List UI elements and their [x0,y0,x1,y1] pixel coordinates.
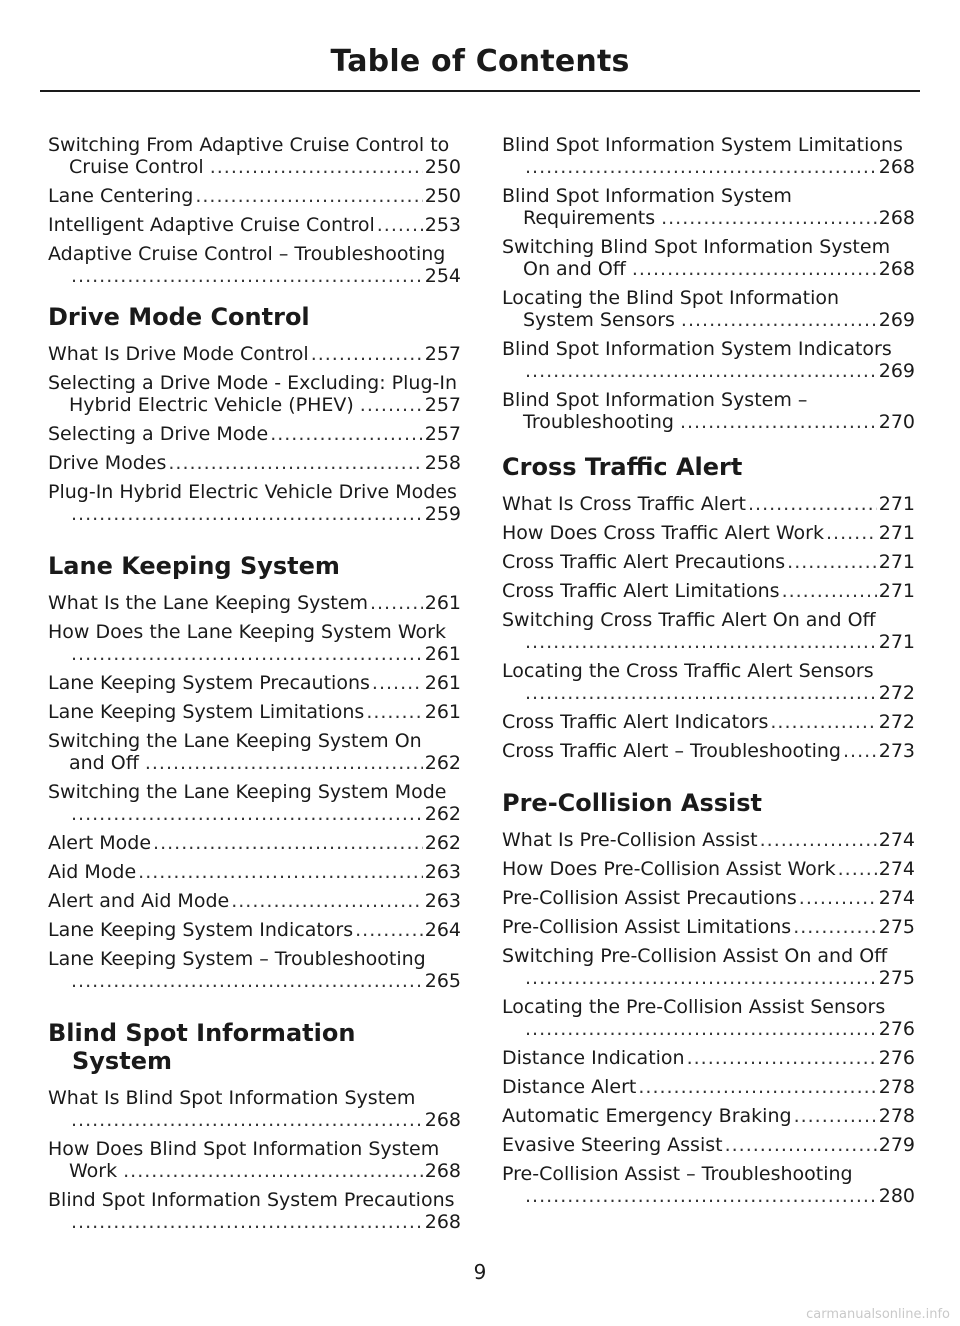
toc-entry[interactable] [48,423,461,445]
toc-entry-title: Lane Centering [48,185,194,207]
toc-entry[interactable] [48,134,461,178]
dot-leader [525,631,877,653]
dot-leader [370,592,423,614]
toc-entry-title: Lane Keeping System Indicators [48,919,354,941]
page-number: 9 [473,1260,487,1284]
toc-entry[interactable] [502,287,915,331]
dot-leader [195,185,422,207]
toc-entry[interactable] [502,522,915,544]
dot-leader [782,580,877,602]
toc-entry[interactable] [502,1134,915,1156]
section-heading: Pre-Collision Assist [502,789,763,817]
toc-group [48,343,461,525]
toc-entry[interactable] [502,829,915,851]
dot-leader [793,916,877,938]
toc-entry-title: Locating the Cross Traffic Alert Sensors [502,660,874,682]
toc-entry-title: Blind Spot Information System Limitations [502,134,903,156]
toc-entry-page: 268 [878,156,915,178]
toc-entry[interactable] [48,343,461,365]
dot-leader [794,1105,877,1127]
toc-entry[interactable] [502,996,915,1040]
toc-entry[interactable] [48,1087,461,1131]
dot-leader [71,970,423,992]
toc-entry-page: 259 [424,503,461,525]
toc-entry[interactable] [502,389,915,433]
toc-entry-title: How Does Pre-Collision Assist Work [502,858,836,880]
toc-entry[interactable] [502,236,915,280]
toc-entry-page: 272 [878,711,915,733]
toc-entry[interactable] [502,660,915,704]
toc-entry-page: 254 [424,265,461,287]
dot-leader [168,452,422,474]
toc-entry-title: Alert and Aid Mode [48,890,230,912]
toc-entry-title: Automatic Emergency Braking [502,1105,792,1127]
toc-entry[interactable] [502,887,915,909]
toc-entry[interactable] [48,1189,461,1233]
section-heading: Blind Spot Information System [48,1019,356,1075]
dot-leader [826,522,877,544]
title-divider [40,90,920,92]
toc-group [502,134,915,433]
toc-entry-title: Switching the Lane Keeping System On and Off [48,730,422,774]
toc-entry-title: Cross Traffic Alert Indicators [502,711,769,733]
toc-entry-page: 265 [424,970,461,992]
toc-entry-page: 262 [424,752,461,774]
page-title: Table of Contents [330,44,630,79]
toc-entry-title: Evasive Steering Assist [502,1134,723,1156]
toc-group [502,493,915,762]
toc-entry-page: 271 [878,493,915,515]
dot-leader [843,740,877,762]
toc-entry-page: 257 [424,394,461,416]
toc-entry-title: Blind Spot Information System – Troubleshooting [502,389,808,433]
dot-leader [681,309,877,331]
toc-group [48,592,461,992]
dot-leader [311,343,423,365]
dot-leader [71,1109,423,1131]
dot-leader [270,423,423,445]
toc-entry[interactable] [48,730,461,774]
toc-entry[interactable] [502,945,915,989]
toc-entry-page: 258 [424,452,461,474]
dot-leader [372,672,423,694]
toc-entry-page: 274 [878,829,915,851]
toc-entry[interactable] [48,832,461,854]
toc-entry[interactable] [502,858,915,880]
toc-entry-page: 269 [878,360,915,382]
toc-entry-title: Distance Alert [502,1076,637,1098]
toc-entry-title: Switching Cross Traffic Alert On and Off [502,609,876,631]
toc-entry-title: Aid Mode [48,861,137,883]
toc-entry-page: 257 [424,343,461,365]
dot-leader [525,967,877,989]
toc-entry-page: 276 [878,1018,915,1040]
toc-entry-title: Adaptive Cruise Control – Troubleshooting [48,243,446,265]
toc-entry-title: Lane Keeping System Limitations [48,701,365,723]
toc-entry[interactable] [48,621,461,665]
toc-entry[interactable] [502,493,915,515]
toc-entry-page: 261 [424,672,461,694]
dot-leader [360,394,423,416]
toc-entry-title: Switching From Adaptive Cruise Control to Cruise Control [48,134,450,178]
toc-entry-title: Drive Modes [48,452,167,474]
toc-entry-page: 263 [424,890,461,912]
toc-entry-page: 261 [424,643,461,665]
toc-group [48,134,461,287]
toc-entry[interactable] [48,481,461,525]
toc-entry-title: Locating the Pre-Collision Assist Sensors [502,996,886,1018]
toc-entry-title: How Does Cross Traffic Alert Work [502,522,824,544]
toc-entry-title: How Does Blind Spot Information System Work [48,1138,440,1182]
toc-entry-page: 269 [878,309,915,331]
dot-leader [231,890,423,912]
toc-entry-title: Intelligent Adaptive Cruise Control [48,214,375,236]
dot-leader [687,1047,877,1069]
dot-leader [71,803,423,825]
toc-entry[interactable] [502,338,915,382]
dot-leader [123,1160,423,1182]
toc-entry-title: How Does the Lane Keeping System Work [48,621,446,643]
dot-leader [210,156,423,178]
toc-entry-title: Alert Mode [48,832,152,854]
toc-entry-title: Plug-In Hybrid Electric Vehicle Drive Modes [48,481,457,503]
toc-entry-page: 276 [878,1047,915,1069]
dot-leader [71,1211,423,1233]
toc-entry-title: Selecting a Drive Mode - Excluding: Plug-In Hybrid Electric Vehicle (PHEV) [48,372,458,416]
toc-entry[interactable] [48,214,461,236]
dot-leader [525,360,877,382]
dot-leader [638,1076,876,1098]
toc-entry[interactable] [502,711,915,733]
toc-entry[interactable] [48,452,461,474]
toc-entry-page: 271 [878,522,915,544]
dot-leader [661,207,877,229]
toc-entry[interactable] [502,551,915,573]
toc-entry-page: 278 [878,1076,915,1098]
toc-entry-title: Switching the Lane Keeping System Mode [48,781,447,803]
dot-leader [838,858,877,880]
toc-entry-title: Cross Traffic Alert – Troubleshooting [502,740,841,762]
toc-entry[interactable] [502,1105,915,1127]
toc-entry-title: Cross Traffic Alert Limitations [502,580,780,602]
toc-entry-page: 273 [878,740,915,762]
dot-leader [799,887,877,909]
toc-entry-title: Selecting a Drive Mode [48,423,269,445]
toc-entry-title: Lane Keeping System Precautions [48,672,370,694]
toc-entry-title: Pre-Collision Assist – Troubleshooting [502,1163,853,1185]
toc-entry-page: 271 [878,631,915,653]
dot-leader [138,861,423,883]
toc-entry-title: Locating the Blind Spot Information System Sensors [502,287,840,331]
toc-entry-page: 268 [878,207,915,229]
toc-entry-title: What Is Pre-Collision Assist [502,829,758,851]
toc-column-right [502,134,915,1214]
dot-leader [525,156,877,178]
watermark: carmanualsonline.info [806,1307,950,1322]
toc-entry-page: 261 [424,592,461,614]
toc-group [48,1087,461,1233]
section-heading: Drive Mode Control [48,303,310,331]
dot-leader [525,1185,877,1207]
toc-entry-title: Pre-Collision Assist Precautions [502,887,797,909]
toc-entry-title: Pre-Collision Assist Limitations [502,916,792,938]
toc-entry[interactable] [48,890,461,912]
toc-entry[interactable] [48,948,461,992]
toc-entry-page: 270 [878,411,915,433]
toc-entry[interactable] [48,243,461,287]
toc-entry[interactable] [48,672,461,694]
dot-leader [632,258,877,280]
toc-entry-page: 268 [424,1160,461,1182]
toc-entry-title: Blind Spot Information System Indicators [502,338,892,360]
toc-entry-page: 274 [878,887,915,909]
toc-entry-title: What Is Cross Traffic Alert [502,493,746,515]
toc-entry-title: What Is Blind Spot Information System [48,1087,416,1109]
toc-entry[interactable] [48,861,461,883]
dot-leader [355,919,423,941]
toc-entry[interactable] [502,1163,915,1207]
dot-leader [145,752,423,774]
toc-group [502,829,915,1207]
toc-entry-page: 275 [878,967,915,989]
toc-entry-title: Switching Pre-Collision Assist On and Off [502,945,888,967]
toc-entry-title: What Is Drive Mode Control [48,343,309,365]
toc-entry[interactable] [48,592,461,614]
dot-leader [760,829,877,851]
dot-leader [748,493,877,515]
toc-entry-page: 268 [424,1109,461,1131]
toc-entry-title: Cross Traffic Alert Precautions [502,551,786,573]
dot-leader [725,1134,877,1156]
toc-entry-page: 268 [878,258,915,280]
toc-entry-page: 271 [878,551,915,573]
toc-entry-page: 271 [878,580,915,602]
dot-leader [680,411,877,433]
dot-leader [71,503,423,525]
toc-entry[interactable] [502,1047,915,1069]
dot-leader [787,551,877,573]
dot-leader [525,682,877,704]
toc-entry[interactable] [502,609,915,653]
dot-leader [525,1018,877,1040]
toc-entry[interactable] [502,740,915,762]
dot-leader [153,832,423,854]
toc-entry[interactable] [502,580,915,602]
toc-entry-page: 263 [424,861,461,883]
toc-entry-page: 257 [424,423,461,445]
toc-entry[interactable] [48,701,461,723]
toc-entry[interactable] [502,185,915,229]
toc-entry-title: Blind Spot Information System Precautions [48,1189,455,1211]
toc-entry[interactable] [48,185,461,207]
dot-leader [71,265,423,287]
dot-leader [71,643,423,665]
dot-leader [366,701,422,723]
toc-entry-title: Distance Indication [502,1047,685,1069]
toc-entry-page: 280 [878,1185,915,1207]
toc-entry-title: Blind Spot Information System Requirements [502,185,792,229]
toc-entry[interactable] [48,372,461,416]
section-heading: Lane Keeping System [48,552,340,580]
toc-entry[interactable] [502,134,915,178]
toc-entry-page: 253 [424,214,461,236]
toc-entry-title: Lane Keeping System – Troubleshooting [48,948,426,970]
toc-entry-page: 262 [424,832,461,854]
toc-entry-page: 272 [878,682,915,704]
toc-entry-page: 261 [424,701,461,723]
toc-entry-page: 278 [878,1105,915,1127]
dot-leader [770,711,876,733]
section-heading: Cross Traffic Alert [502,453,743,481]
toc-entry-title: Switching Blind Spot Information System On and Off [502,236,891,280]
toc-entry-page: 279 [878,1134,915,1156]
toc-entry[interactable] [48,919,461,941]
toc-entry[interactable] [502,916,915,938]
toc-entry-page: 262 [424,803,461,825]
toc-entry-page: 275 [878,916,915,938]
toc-entry-page: 250 [424,185,461,207]
toc-entry[interactable] [502,1076,915,1098]
toc-entry-page: 264 [424,919,461,941]
toc-entry-page: 250 [424,156,461,178]
toc-column-left [48,134,461,1240]
toc-entry-title: What Is the Lane Keeping System [48,592,368,614]
toc-entry[interactable] [48,1138,461,1182]
toc-entry-page: 268 [424,1211,461,1233]
toc-entry[interactable] [48,781,461,825]
toc-entry-page: 274 [878,858,915,880]
dot-leader [377,214,423,236]
